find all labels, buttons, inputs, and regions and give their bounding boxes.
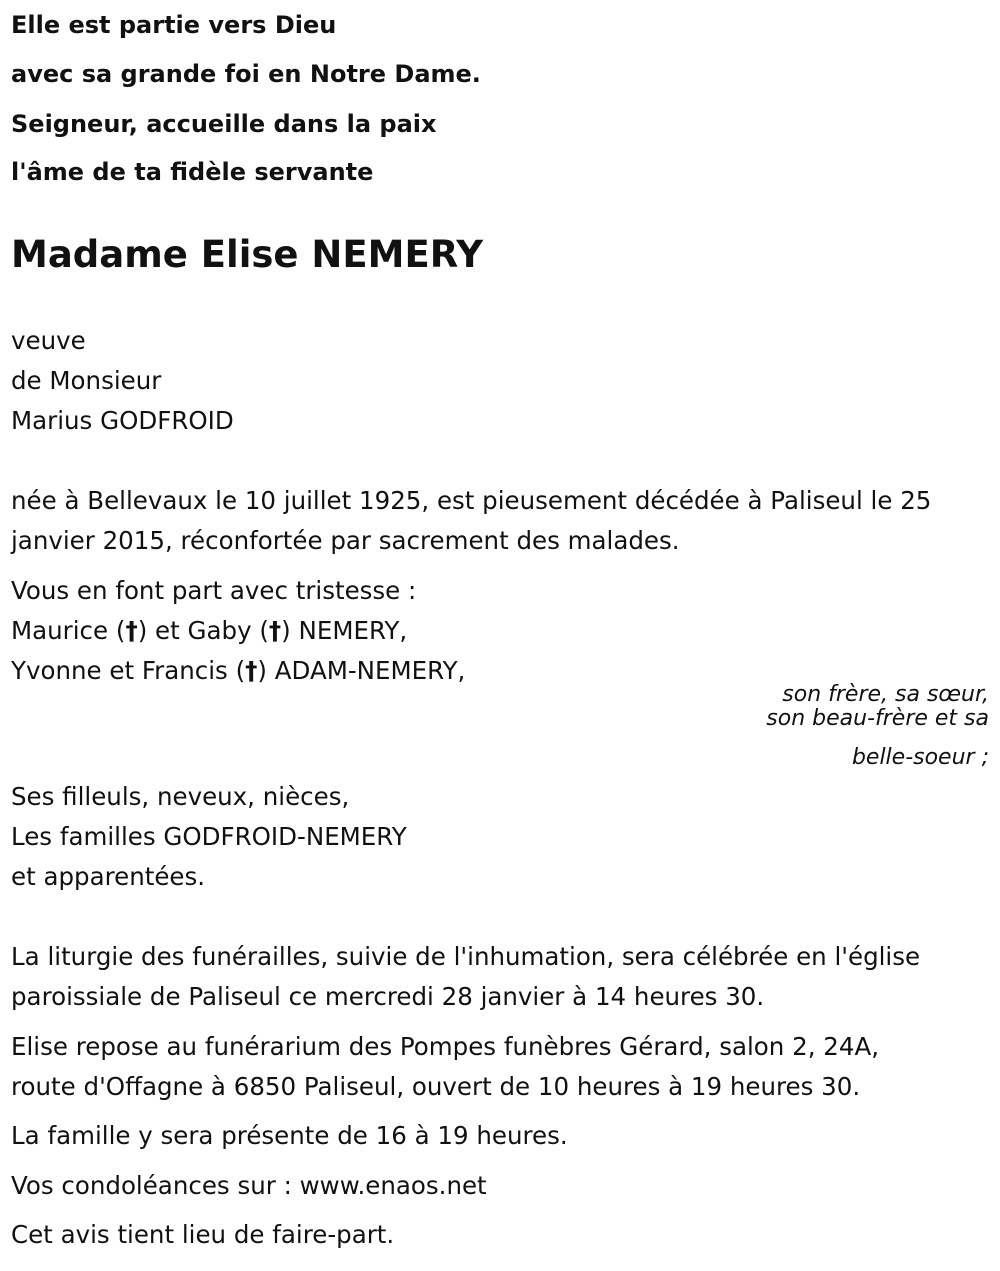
details-line-1: La liturgie des funérailles, suivie de l'inhumation, sera célébrée en l'église bbox=[11, 942, 921, 971]
birth-death-line-1: née à Bellevaux le 10 juillet 1925, est pieusement décédée à Paliseul le 25 bbox=[11, 486, 932, 515]
cross-icon: † bbox=[268, 616, 282, 645]
announcement-intro: Vous en font part avec tristesse : bbox=[11, 576, 417, 605]
others-line-3: et apparentées. bbox=[11, 862, 206, 891]
details-line-2: paroissiale de Paliseul ce mercredi 28 janvier à 14 heures 30. bbox=[11, 982, 765, 1011]
family-line-1 bbox=[11, 616, 407, 646]
condolences-line: Vos condoléances sur : www.enaos.net bbox=[11, 1171, 487, 1200]
widow-line-3: Marius GODFROID bbox=[11, 406, 234, 435]
cross-icon: † bbox=[245, 656, 258, 685]
others-line-1: Ses filleuls, neveux, nièces, bbox=[11, 782, 350, 811]
details-line-4: route d'Offagne à 6850 Paliseul, ouvert de 10 heures à 19 heures 30. bbox=[11, 1072, 861, 1101]
family-line-2 bbox=[11, 656, 465, 686]
cross-icon: † bbox=[125, 616, 138, 645]
details-line-5: La famille y sera présente de 16 à 19 heures. bbox=[11, 1121, 568, 1150]
deceased-name: Madame Elise NEMERY bbox=[11, 233, 484, 276]
others-line-2: Les familles GODFROID-NEMERY bbox=[11, 822, 407, 851]
relation-line-3: belle-soeur ; bbox=[851, 745, 989, 770]
family-1-part-b: ) et Gaby ( bbox=[137, 616, 269, 645]
widow-line-2: de Monsieur bbox=[11, 366, 162, 395]
verse-line-2: avec sa grande foi en Notre Dame. bbox=[11, 60, 481, 88]
verse-line-1: Elle est partie vers Dieu bbox=[11, 11, 337, 39]
family-1-part-a: Maurice ( bbox=[11, 616, 126, 645]
birth-death-line-2: janvier 2015, réconfortée par sacrement des malades. bbox=[11, 526, 680, 555]
family-2-part-b: ) ADAM-NEMERY, bbox=[257, 656, 466, 685]
relation-line-1: son frère, sa sœur, bbox=[782, 682, 989, 707]
widow-line-1: veuve bbox=[11, 326, 86, 355]
family-2-part-a: Yvonne et Francis ( bbox=[11, 656, 246, 685]
family-1-part-c: ) NEMERY, bbox=[281, 616, 408, 645]
closing-line: Cet avis tient lieu de faire-part. bbox=[11, 1220, 395, 1249]
verse-line-3: Seigneur, accueille dans la paix bbox=[11, 110, 437, 138]
details-line-3: Elise repose au funérarium des Pompes funèbres Gérard, salon 2, 24A, bbox=[11, 1032, 879, 1061]
verse-line-4: l'âme de ta fidèle servante bbox=[11, 158, 374, 186]
relation-line-2: son beau-frère et sa bbox=[766, 706, 989, 731]
